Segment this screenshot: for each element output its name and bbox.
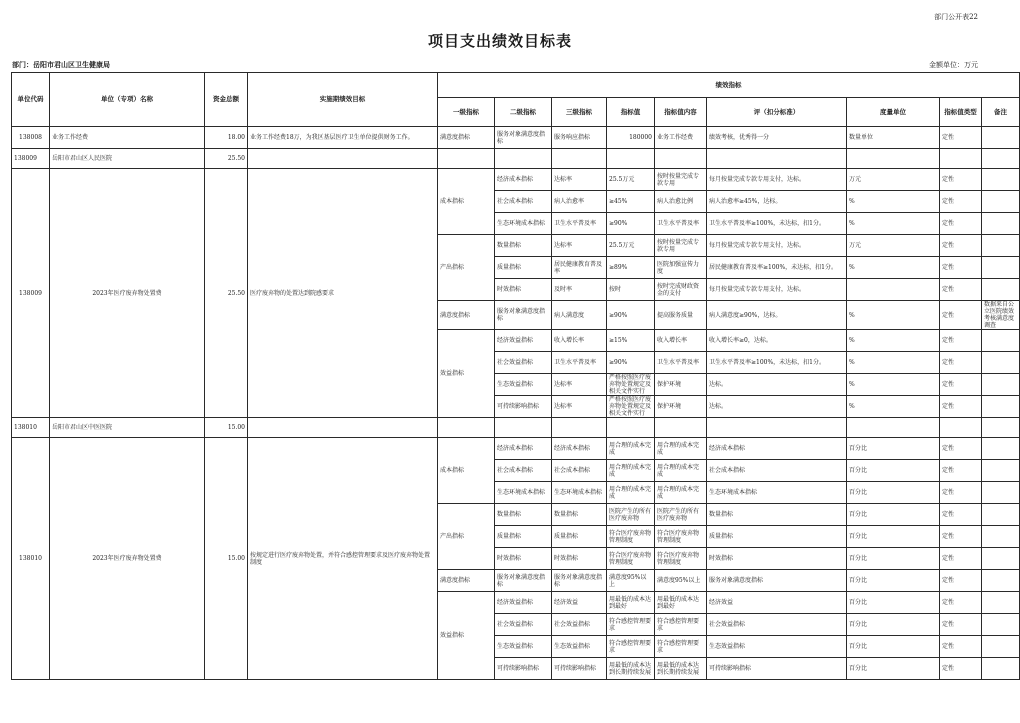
level3-cell: 质量指标: [552, 526, 607, 548]
level2-cell: 可持续影响指标: [495, 658, 552, 680]
level2-cell: 质量指标: [495, 526, 552, 548]
remark-cell: [982, 614, 1020, 636]
scoring-cell: 可持续影响指标: [707, 658, 847, 680]
level3-cell: 及时率: [552, 279, 607, 301]
content-cell: 卫生水平普及率: [655, 213, 707, 235]
measure-cell: %: [847, 352, 940, 374]
value-type-cell: 定性: [940, 504, 982, 526]
remark-cell: [982, 482, 1020, 504]
value-type-cell: 定性: [940, 438, 982, 460]
level1-cell: 效益指标: [438, 592, 495, 680]
value-cell: 180000: [607, 127, 655, 149]
value-type-cell: 定性: [940, 301, 982, 330]
value-cell: 25.5万元: [607, 169, 655, 191]
measure-cell: %: [847, 191, 940, 213]
value-cell: 满意度95%以上: [607, 570, 655, 592]
value-type-cell: 定性: [940, 127, 982, 149]
value-cell: 符合感控管理要求: [607, 636, 655, 658]
content-cell: 符合感控管理要求: [655, 636, 707, 658]
value-type-cell: 定性: [940, 257, 982, 279]
header-value: 指标值: [607, 98, 655, 127]
level3-cell: 居民健康教育普及率: [552, 257, 607, 279]
header-value-type: 指标值类型: [940, 98, 982, 127]
value-cell: ≥89%: [607, 257, 655, 279]
value-type-cell: 定性: [940, 570, 982, 592]
unit-name: 2023年医疗废弃物处置费: [50, 438, 205, 680]
value-type-cell: 定性: [940, 658, 982, 680]
content-cell: 收入增长率: [655, 330, 707, 352]
value-type-cell: 定性: [940, 396, 982, 418]
scoring-cell: 质量指标: [707, 526, 847, 548]
remark-cell: [982, 235, 1020, 257]
value-cell: ≥15%: [607, 330, 655, 352]
content-cell: 按时按量完成专款专用: [655, 235, 707, 257]
remark-cell: [982, 658, 1020, 680]
content-cell: 医院产生的所有医疗废弃物: [655, 504, 707, 526]
level3-cell: 经济效益: [552, 592, 607, 614]
header-target: 实施期绩效目标: [248, 73, 438, 127]
table-row: [12, 438, 1020, 460]
level3-cell: 病人满意度: [552, 301, 607, 330]
content-cell: 保护环境: [655, 396, 707, 418]
content-cell: 用合理的成本完成: [655, 460, 707, 482]
level2-cell: 经济效益指标: [495, 330, 552, 352]
level2-cell: 经济成本指标: [495, 169, 552, 191]
level1-cell: 产出指标: [438, 235, 495, 301]
remark-cell: [982, 352, 1020, 374]
level3-cell: 数量指标: [552, 504, 607, 526]
measure-cell: 百分比: [847, 526, 940, 548]
table-number-label: 部门公开表22: [934, 13, 978, 21]
level1-cell: 满意度指标: [438, 570, 495, 592]
content-cell: 卫生水平普及率: [655, 352, 707, 374]
value-type-cell: 定性: [940, 592, 982, 614]
level1-cell: 满意度指标: [438, 127, 495, 149]
scoring-cell: 达标。: [707, 374, 847, 396]
header-performance: 绩效指标: [438, 73, 1020, 98]
measure-cell: 百分比: [847, 614, 940, 636]
value-cell: ≥90%: [607, 352, 655, 374]
value-cell: 用合理的成本完成: [607, 460, 655, 482]
header-level2: 二级指标: [495, 98, 552, 127]
remark-cell: [982, 438, 1020, 460]
content-cell: 按时完成财政资金的支付: [655, 279, 707, 301]
measure-cell: 百分比: [847, 658, 940, 680]
unit-code: 138010: [12, 418, 50, 438]
unit-name: 岳阳市君山区中医医院: [50, 418, 205, 438]
value-cell: 按时: [607, 279, 655, 301]
level2-cell: 可持续影响指标: [495, 396, 552, 418]
scoring-cell: 每月按量完成专款专用支付，达标。: [707, 235, 847, 257]
header-remark: 备注: [982, 98, 1020, 127]
table-row: [12, 418, 1020, 438]
unit-code: 138009: [12, 149, 50, 169]
target-text: 业务工作经费18万，为我区基层医疗卫生单位提供财务工作。: [248, 127, 438, 149]
level2-cell: 质量指标: [495, 257, 552, 279]
scoring-cell: 生态环境成本指标: [707, 482, 847, 504]
value-cell: ≥90%: [607, 213, 655, 235]
value-cell: 25.5万元: [607, 235, 655, 257]
value-cell: ≥45%: [607, 191, 655, 213]
value-cell: 用最低的成本达到长期持续发展: [607, 658, 655, 680]
remark-cell: [982, 592, 1020, 614]
value-cell: ≥90%: [607, 301, 655, 330]
remark-cell: [982, 169, 1020, 191]
currency-unit-label: 金额单位：万元: [929, 61, 978, 69]
measure-cell: 万元: [847, 235, 940, 257]
header-total-funds: 资金总额: [205, 73, 248, 127]
measure-cell: %: [847, 257, 940, 279]
scoring-cell: 社会成本指标: [707, 460, 847, 482]
value-cell: 用最低的成本达到最好: [607, 592, 655, 614]
level3-cell: 病人治愈率: [552, 191, 607, 213]
value-type-cell: 定性: [940, 548, 982, 570]
level2-cell: 数量指标: [495, 235, 552, 257]
target-text: 医疗废弃物的处置达到院感要求: [248, 169, 438, 418]
level2-cell: 服务对象满意度指标: [495, 301, 552, 330]
scoring-cell: 经济成本指标: [707, 438, 847, 460]
amount: 15.00: [205, 418, 248, 438]
level3-cell: 服务对象满意度指标: [552, 570, 607, 592]
content-cell: 满意度95%以上: [655, 570, 707, 592]
measure-cell: [847, 279, 940, 301]
value-cell: 用合理的成本完成: [607, 438, 655, 460]
header-unit-name: 单位（专项）名称: [50, 73, 205, 127]
unit-name: 业务工作经费: [50, 127, 205, 149]
target-text: 按规定进行医疗废弃物处置，并符合感控管理要求及医疗废弃物处置制度: [248, 438, 438, 680]
level2-cell: 生态效益指标: [495, 636, 552, 658]
level3-cell: 生态环境成本指标: [552, 482, 607, 504]
measure-cell: 百分比: [847, 504, 940, 526]
scoring-cell: 时效指标: [707, 548, 847, 570]
value-cell: 符合医疗废弃物管理制度: [607, 526, 655, 548]
content-cell: 用合理的成本完成: [655, 482, 707, 504]
unit-name: 岳阳市君山区人民医院: [50, 149, 205, 169]
measure-cell: 百分比: [847, 482, 940, 504]
remark-cell: [982, 396, 1020, 418]
measure-cell: 百分比: [847, 460, 940, 482]
table-row: [12, 127, 1020, 149]
header-measure-unit: 度量单位: [847, 98, 940, 127]
level3-cell: 达标率: [552, 235, 607, 257]
page-title: 项目支出绩效目标表: [427, 32, 572, 50]
scoring-cell: 每月按量完成专款专用支付，达标。: [707, 169, 847, 191]
level3-cell: 达标率: [552, 374, 607, 396]
value-cell: 符合感控管理要求: [607, 614, 655, 636]
content-cell: 病人治愈比例: [655, 191, 707, 213]
unit-code: 138009: [12, 169, 50, 418]
value-cell: 严格按照医疗废弃物处置规定及相关文件实行: [607, 396, 655, 418]
level3-cell: 生态效益指标: [552, 636, 607, 658]
remark-cell: 数据来自公立医院绩效考核满意度调查: [982, 301, 1020, 330]
value-type-cell: 定性: [940, 374, 982, 396]
content-cell: 医院加强宣传力度: [655, 257, 707, 279]
level3-cell: 卫生水平普及率: [552, 352, 607, 374]
remark-cell: [982, 191, 1020, 213]
measure-cell: 万元: [847, 169, 940, 191]
content-cell: 用合理的成本完成: [655, 438, 707, 460]
value-type-cell: 定性: [940, 636, 982, 658]
unit-name: 2023年医疗废弃物处置费: [50, 169, 205, 418]
value-type-cell: 定性: [940, 191, 982, 213]
department-label: 部门：岳阳市君山区卫生健康局: [12, 60, 110, 69]
level2-cell: 生态环境成本指标: [495, 482, 552, 504]
level2-cell: 服务对象满意度指标: [495, 127, 552, 149]
value-type-cell: 定性: [940, 460, 982, 482]
value-type-cell: 定性: [940, 213, 982, 235]
measure-cell: %: [847, 301, 940, 330]
level2-cell: 时效指标: [495, 279, 552, 301]
amount: 15.00: [205, 438, 248, 680]
scoring-cell: 数量指标: [707, 504, 847, 526]
value-type-cell: 定性: [940, 279, 982, 301]
value-type-cell: 定性: [940, 330, 982, 352]
amount: 25.50: [205, 149, 248, 169]
level1-cell: 效益指标: [438, 330, 495, 418]
remark-cell: [982, 460, 1020, 482]
scoring-cell: 居民健康教育普及率≥100%，未达标，扣1分。: [707, 257, 847, 279]
content-cell: 用最低的成本达到最好: [655, 592, 707, 614]
value-cell: 用合理的成本完成: [607, 482, 655, 504]
value-type-cell: 定性: [940, 169, 982, 191]
value-type-cell: 定性: [940, 235, 982, 257]
level3-cell: 社会成本指标: [552, 460, 607, 482]
level3-cell: 时效指标: [552, 548, 607, 570]
level2-cell: 社会效益指标: [495, 352, 552, 374]
content-cell: 按时按量完成专款专用: [655, 169, 707, 191]
performance-target-table: [11, 72, 1020, 680]
level2-cell: 社会成本指标: [495, 191, 552, 213]
content-cell: 提高服务质量: [655, 301, 707, 330]
measure-cell: 百分比: [847, 636, 940, 658]
measure-cell: 数量单位: [847, 127, 940, 149]
level1-cell: 成本指标: [438, 438, 495, 504]
level2-cell: 数量指标: [495, 504, 552, 526]
scoring-cell: 病人治愈率≥45%，达标。: [707, 191, 847, 213]
scoring-cell: 卫生水平普及率≥100%，未达标，扣1分。: [707, 352, 847, 374]
value-type-cell: 定性: [940, 352, 982, 374]
content-cell: 用最低的成本达到长期持续发展: [655, 658, 707, 680]
scoring-cell: 每月按量完成专款专用支付，达标。: [707, 279, 847, 301]
value-type-cell: 定性: [940, 614, 982, 636]
measure-cell: 百分比: [847, 570, 940, 592]
table-row: [12, 149, 1020, 169]
level3-cell: 经济成本指标: [552, 438, 607, 460]
remark-cell: [982, 257, 1020, 279]
content-cell: 符合医疗废弃物管理制度: [655, 548, 707, 570]
level2-cell: 经济效益指标: [495, 592, 552, 614]
value-cell: 严格按照医疗废弃物处置规定及相关文件实行: [607, 374, 655, 396]
level3-cell: 可持续影响指标: [552, 658, 607, 680]
remark-cell: [982, 127, 1020, 149]
header-unit-code: 单位代码: [12, 73, 50, 127]
level3-cell: 达标率: [552, 396, 607, 418]
level3-cell: 服务响应指标: [552, 127, 607, 149]
scoring-cell: 服务对象满意度指标: [707, 570, 847, 592]
header-scoring: 评（扣分标准）: [707, 98, 847, 127]
unit-code: 138008: [12, 127, 50, 149]
value-cell: 符合医疗废弃物管理制度: [607, 548, 655, 570]
level2-cell: 生态环境成本指标: [495, 213, 552, 235]
amount: 18.00: [205, 127, 248, 149]
content-cell: 业务工作经费: [655, 127, 707, 149]
remark-cell: [982, 330, 1020, 352]
unit-code: 138010: [12, 438, 50, 680]
scoring-cell: 病人满意度≥90%，达标。: [707, 301, 847, 330]
header-level1: 一级指标: [438, 98, 495, 127]
level2-cell: 生态效益指标: [495, 374, 552, 396]
scoring-cell: 经济效益: [707, 592, 847, 614]
level1-cell: 产出指标: [438, 504, 495, 570]
header-level3: 三级指标: [552, 98, 607, 127]
level3-cell: 达标率: [552, 169, 607, 191]
scoring-cell: 生态效益指标: [707, 636, 847, 658]
remark-cell: [982, 636, 1020, 658]
value-type-cell: 定性: [940, 526, 982, 548]
level3-cell: 收入增长率: [552, 330, 607, 352]
level3-cell: 卫生水平普及率: [552, 213, 607, 235]
scoring-cell: 卫生水平普及率≥100%，未达标，扣1分。: [707, 213, 847, 235]
content-cell: 符合医疗废弃物管理制度: [655, 526, 707, 548]
content-cell: 保护环境: [655, 374, 707, 396]
remark-cell: [982, 374, 1020, 396]
scoring-cell: 收入增长率≥0，达标。: [707, 330, 847, 352]
value-type-cell: 定性: [940, 482, 982, 504]
level2-cell: 时效指标: [495, 548, 552, 570]
level2-cell: 社会成本指标: [495, 460, 552, 482]
level1-cell: 满意度指标: [438, 301, 495, 330]
level1-cell: 成本指标: [438, 169, 495, 235]
level2-cell: 服务对象满意度指标: [495, 570, 552, 592]
scoring-cell: 达标。: [707, 396, 847, 418]
remark-cell: [982, 548, 1020, 570]
measure-cell: 百分比: [847, 438, 940, 460]
table-row: [12, 169, 1020, 191]
content-cell: 符合感控管理要求: [655, 614, 707, 636]
measure-cell: %: [847, 396, 940, 418]
measure-cell: 百分比: [847, 548, 940, 570]
header-value-content: 指标值内容: [655, 98, 707, 127]
remark-cell: [982, 213, 1020, 235]
measure-cell: 百分比: [847, 592, 940, 614]
remark-cell: [982, 504, 1020, 526]
remark-cell: [982, 570, 1020, 592]
level2-cell: 经济成本指标: [495, 438, 552, 460]
level2-cell: 社会效益指标: [495, 614, 552, 636]
level3-cell: 社会效益指标: [552, 614, 607, 636]
measure-cell: %: [847, 374, 940, 396]
measure-cell: %: [847, 213, 940, 235]
scoring-cell: 绩效考核，优秀得一分: [707, 127, 847, 149]
amount: 25.50: [205, 169, 248, 418]
value-cell: 医院产生的所有医疗废弃物: [607, 504, 655, 526]
remark-cell: [982, 526, 1020, 548]
remark-cell: [982, 279, 1020, 301]
measure-cell: %: [847, 330, 940, 352]
scoring-cell: 社会效益指标: [707, 614, 847, 636]
